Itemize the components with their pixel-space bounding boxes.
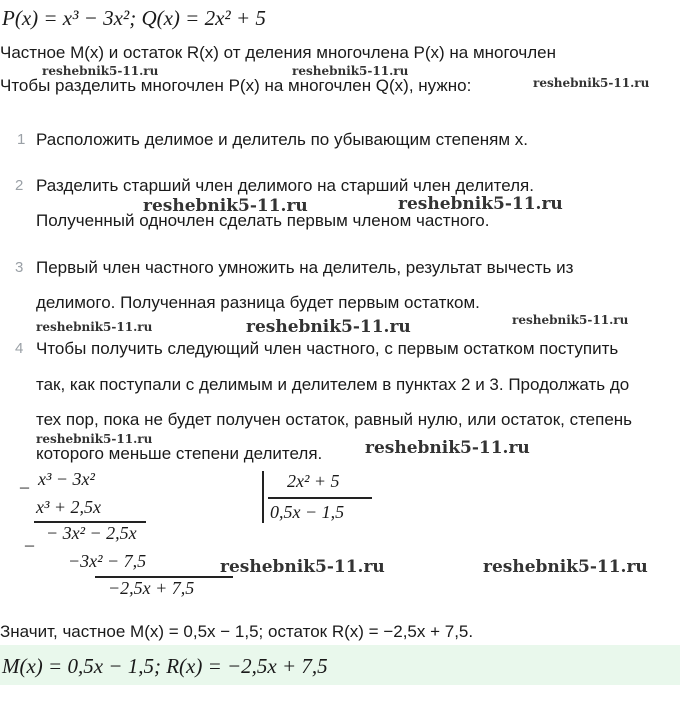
- conclusion-text: Значит, частное M(x) = 0,5x − 1,5; остаток R(x) = −2,5x + 7,5.: [0, 622, 474, 641]
- step-text: Расположить делимое и делитель по убывающим степеням x.: [36, 130, 529, 149]
- step-text: Чтобы получить следующий член частного, с первым остатком поступить: [36, 339, 619, 358]
- watermark-text: reshebnik5-11.ru: [512, 313, 629, 327]
- step-text: которого меньше степени делителя.: [36, 444, 323, 463]
- intro-quotient-line: Частное M(x) и остаток R(x) от деления многочлена P(x) на многочлен: [0, 43, 557, 62]
- remainder-1: − 3x² − 2,5x: [46, 523, 137, 543]
- minus-sign: _: [20, 470, 29, 490]
- step-text: Разделить старший член делимого на старший член делителя.: [36, 176, 534, 195]
- watermark-text: reshebnik5-11.ru: [483, 557, 648, 577]
- step-text: тех пор, пока не будет получен остаток, равный нулю, или остаток, степень: [36, 410, 633, 429]
- watermark-text: reshebnik5-11.ru: [36, 432, 153, 446]
- watermark-text: reshebnik5-11.ru: [365, 438, 530, 458]
- step-number: 1: [17, 131, 26, 148]
- watermark-text: reshebnik5-11.ru: [292, 64, 409, 78]
- watermark-text: reshebnik5-11.ru: [398, 194, 563, 214]
- answer-formula: M(x) = 0,5x − 1,5; R(x) = −2,5x + 7,5: [2, 654, 328, 678]
- header-formula: P(x) = x³ − 3x²; Q(x) = 2x² + 5: [2, 6, 266, 30]
- quotient: 0,5x − 1,5: [270, 502, 345, 522]
- divisor: 2x² + 5: [287, 471, 340, 491]
- watermark-text: reshebnik5-11.ru: [246, 317, 411, 337]
- watermark-text: reshebnik5-11.ru: [533, 76, 650, 90]
- step-text: делимого. Полученная разница будет первым остатком.: [36, 293, 480, 312]
- watermark-text: reshebnik5-11.ru: [36, 320, 153, 334]
- step-text: Первый член частного умножить на делитель, результат вычесть из: [36, 258, 574, 277]
- intro-divide-line: Чтобы разделить многочлен P(x) на многочлен Q(x), нужно:: [0, 76, 472, 95]
- watermark-text: reshebnik5-11.ru: [220, 557, 385, 577]
- watermark-text: reshebnik5-11.ru: [42, 64, 159, 78]
- remainder-2: −2,5x + 7,5: [108, 578, 195, 598]
- step-number: 2: [15, 177, 24, 194]
- step-number: 3: [15, 259, 24, 276]
- step-number: 4: [15, 340, 24, 357]
- minus-sign: _: [25, 528, 34, 548]
- subtrahend-1: x³ + 2,5x: [36, 497, 102, 517]
- watermark-text: reshebnik5-11.ru: [143, 196, 308, 216]
- subtrahend-2: −3x² − 7,5: [68, 551, 147, 571]
- step-text: Полученный одночлен сделать первым членом частного.: [36, 211, 490, 230]
- step-text: так, как поступали с делимым и делителем в пунктах 2 и 3. Продолжать до: [36, 375, 630, 394]
- dividend: x³ − 3x²: [38, 469, 95, 489]
